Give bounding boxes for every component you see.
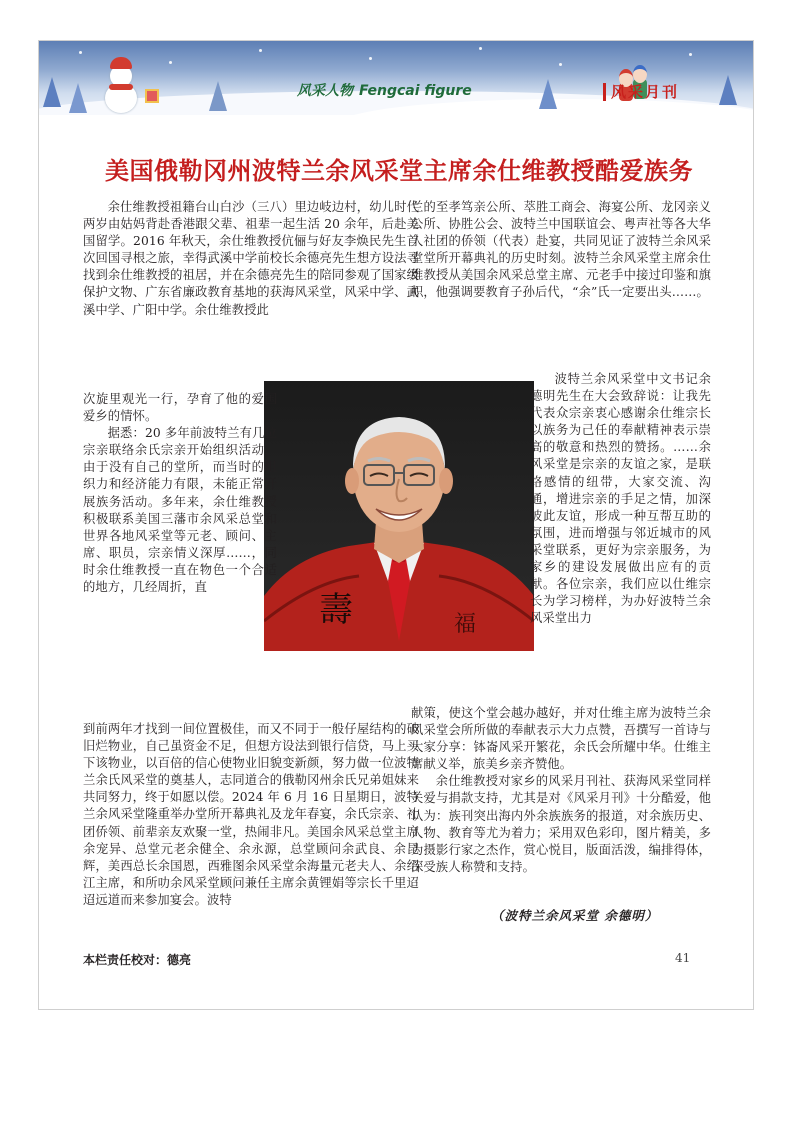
tree-icon <box>43 77 61 107</box>
snowflake-icon <box>369 57 372 60</box>
snowflake-icon <box>559 63 562 66</box>
paragraph-speech: 波特兰余风采堂中文书记余德明先生在大会致辞说：让我先代表众宗亲衷心感谢余仕维宗长以族务为己任的奉献精神表示崇高的敬意和热烈的赞扬。……余风采堂是宗亲的友谊之家，是联络感情的纽带，大家交流、沟通，增进宗亲的手足之情，加深彼此友谊，形成一种互帮互助的氛围，进而增强与邻近城市的风采堂联系，更好为宗亲服务，为家乡的建设发展做出应有的贡献。各位宗亲，我们应以仕维宗长为学习榜样，为办好波特兰余风采堂出力 <box>530 372 711 626</box>
page-number: 41 <box>675 951 691 965</box>
paragraph-poem: 献策，使这个堂会越办越好，并对仕维主席为波特兰余风采堂会所所做的奉献表示大力点赞，吾撰写一首诗与大家分享：钵崙风采开繁花，余氏会所耀中华。仕维主席献义举，旅美乡亲齐赞他。 <box>411 706 711 772</box>
paragraph-ceremony: 兰的至孝笃亲公所、萃胜工商会、海宴公所、龙冈亲义公所、协胜公会、波特兰中国联谊会、粤声社等各大华人社团的侨领（代表）赴宴，共同见证了波特兰余风采堂堂所开幕典礼的历史时刻。波特兰余风采堂主席余仕维教授从美国余风采总堂主席、元老手中接过印鉴和旗帜，他强调要教育子孙后代，“余”氏一定要出头……。 <box>411 200 711 300</box>
snowflake-icon <box>259 49 262 52</box>
svg-text:福: 福 <box>454 612 477 637</box>
jacket-character: 壽 <box>319 590 353 630</box>
winter-banner <box>39 41 753 115</box>
paragraph-history <box>83 391 277 596</box>
magazine-page <box>38 40 754 1010</box>
paragraph-magazine-support: 余仕维教授对家乡的风采月刊社、获海风采堂同样关爱与捐款支持，尤其是对《风采月刊》十分酷爱，他认为：族刊突出海内外余族族务的报道，对余族历史、人物、教育等尤为着力；采用双色彩印，图片精美，多为摄影行家之杰作，赏心悦目，版面活泼，编排得体，深受族人称赞和支持。 <box>411 774 711 874</box>
paragraph-text-continued: 次旋里观光一行，孕育了他的爱国爱乡的情怀。 <box>83 392 277 424</box>
tree-icon <box>539 79 557 109</box>
tree-icon <box>209 81 227 111</box>
snowflake-icon <box>689 53 692 56</box>
tree-icon <box>69 83 87 113</box>
snowman-icon <box>101 59 141 113</box>
paragraph-speech-end <box>411 705 711 876</box>
paragraph-text: 余仕维教授祖籍台山白沙（三八）里边岐边村，幼儿时代两岁由姑妈背赴香港跟父辈、祖辈一起生活 20 余年，后赴美国留学。2016 年秋天，余仕维教授伉俪与好友李焕民先生首次回国寻根之旅，幸得武溪中学前校长余德亮先生想方设法寻找到余仕维教授的祖居，并在余德亮先生的陪同参观了国家级保护文物、广东省廉政教育基地的获海风采堂，风采中学、武溪中学、广阳中学。余仕维教授此 <box>83 200 419 317</box>
paragraph-intro <box>83 199 419 319</box>
article-title: 美国俄勒冈州波特兰余风采堂主席余仕维教授酷爱族务 <box>105 156 693 185</box>
tree-icon <box>719 75 737 105</box>
snowflake-icon <box>479 47 482 50</box>
column-title-cn: 风采人物 <box>297 83 353 99</box>
portrait-photo <box>264 381 534 651</box>
article-signature: （波特兰余风采堂 余德明） <box>491 908 659 923</box>
column-title <box>297 81 478 101</box>
paragraph-history-text: 据悉：20 多年前波特兰有几位宗亲联络余氏宗亲开始组织活动，由于没有自己的堂所，而当时的组织力和经济能力有限，未能正常开展族务活动。多年来，余仕维教授积极联系美国三藩市余风采总堂和世界各地风采堂等元老、顾问、主席、职员，宗亲情义深厚……，同时余仕维教授一直在物色一个合适的地方，几经周折，直 <box>83 426 277 595</box>
snowflake-icon <box>169 61 172 64</box>
gift-icon <box>145 89 159 103</box>
magazine-name-bar <box>603 83 606 101</box>
snowflake-icon <box>79 51 82 54</box>
magazine-name: 风采月刊 <box>611 83 680 101</box>
portrait-image <box>264 381 534 651</box>
proofreader-credit: 本栏责任校对：德亮 <box>83 953 192 967</box>
column-title-en: Fengcai figure <box>359 83 472 99</box>
paragraph-property: 到前两年才找到一间位置极佳，而又不同于一般仔屋结构的破旧烂物业，自己虽资金不足，但想方设法到银行信贷，马上买下该物业，以百倍的信心使物业旧貌变新颜，努力做一位波特兰余氏风采堂的奠基人，志同道合的俄勒冈州余氏兄弟姐妹来共同努力，终于如愿以偿。2024 年 6 月 16 日星期日，波特兰余风采堂隆重举办堂所开幕典礼及龙年春宴，余氏宗亲、社团侨领、前辈亲友欢聚一堂，热闹非凡。美国余风采总堂主席余宠异、总堂元老余健全、余永源，总堂顾问余武良、余昆辉，美西总长余国恩，西雅图余风采堂余海量元老夫人、余绍江主席，和所叻余风采堂顾问兼任主席余黄锂娟等宗长千里迢迢远道而来参加宴会。波特 <box>83 722 419 907</box>
